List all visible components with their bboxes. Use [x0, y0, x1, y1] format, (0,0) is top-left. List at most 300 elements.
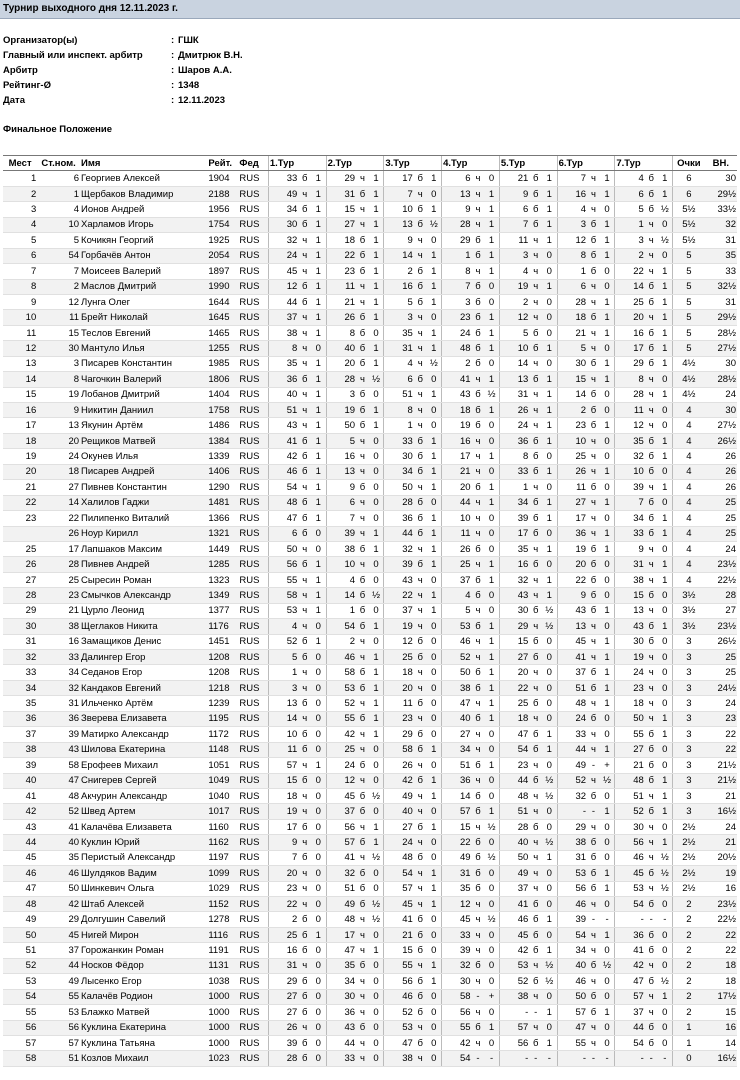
- cell-round-6-color: б: [587, 233, 600, 248]
- cell-round-5-color: ч: [529, 758, 542, 773]
- cell-federation: RUS: [238, 341, 268, 356]
- cell-round-3-color: б: [414, 372, 427, 387]
- cell-round-1-color: ч: [298, 541, 311, 556]
- cell-round-1-color: ч: [298, 356, 311, 371]
- info-label: Арбитр: [3, 65, 38, 76]
- cell-round-1-result: 1: [311, 294, 326, 309]
- cell-round-5-opponent: 51: [499, 804, 529, 819]
- cell-round-7-result: 1: [658, 526, 673, 541]
- cell-round-2-result: 1: [369, 696, 384, 711]
- cell-round-7-result: 0: [658, 372, 673, 387]
- table-row: [3, 680, 737, 695]
- cell-round-1-color: б: [298, 773, 311, 788]
- cell-round-7-result: 1: [658, 356, 673, 371]
- cell-round-5-result: 1: [542, 541, 557, 556]
- cell-round-2-color: ч: [356, 696, 369, 711]
- cell-round-6-opponent: 30: [557, 356, 587, 371]
- cell-round-3-result: 0: [427, 665, 442, 680]
- cell-rating: 1366: [207, 511, 238, 526]
- cell-place: 48: [3, 897, 37, 912]
- table-row: [3, 248, 737, 263]
- cell-round-1-color: б: [298, 1051, 311, 1066]
- cell-rating: 1038: [207, 974, 238, 989]
- cell-rating: 1000: [207, 1035, 238, 1050]
- cell-player-name: Пилипенко Виталий: [80, 511, 207, 526]
- cell-round-1-color: ч: [298, 418, 311, 433]
- table-row: [3, 650, 737, 665]
- cell-rating: 1285: [207, 557, 238, 572]
- cell-points: 3: [673, 680, 705, 695]
- cell-round-6-color: ч: [587, 325, 600, 340]
- cell-round-6-color: ч: [587, 773, 600, 788]
- cell-round-7-opponent: 55: [615, 727, 645, 742]
- cell-round-5-opponent: 46: [499, 912, 529, 927]
- cell-round-6-opponent: 54: [557, 927, 587, 942]
- cell-round-4-result: 0: [484, 773, 499, 788]
- cell-round-4-color: ч: [472, 603, 485, 618]
- info-value: 1348: [178, 80, 200, 91]
- cell-round-4-result: 0: [484, 526, 499, 541]
- cell-round-2-opponent: 14: [326, 588, 356, 603]
- cell-rating: 1449: [207, 541, 238, 556]
- cell-round-1-color: ч: [298, 866, 311, 881]
- cell-federation: RUS: [238, 1020, 268, 1035]
- cell-round-7-color: ч: [645, 557, 658, 572]
- cell-round-3-result: 1: [427, 480, 442, 495]
- cell-round-5-opponent: 33: [499, 464, 529, 479]
- cell-round-3-color: б: [414, 974, 427, 989]
- cell-round-3-color: ч: [414, 1020, 427, 1035]
- cell-round-5-opponent: 2: [499, 294, 529, 309]
- cell-round-4-color: б: [472, 356, 485, 371]
- cell-federation: RUS: [238, 433, 268, 448]
- cell-points: 3: [673, 727, 705, 742]
- cell-round-5-color: ч: [529, 387, 542, 402]
- cell-round-1-opponent: 58: [268, 588, 298, 603]
- cell-round-7-color: б: [645, 325, 658, 340]
- cell-round-2-opponent: 17: [326, 927, 356, 942]
- cell-round-3-opponent: 58: [384, 742, 414, 757]
- cell-round-1-color: б: [298, 850, 311, 865]
- cell-rating: 1191: [207, 943, 238, 958]
- cell-rating: 1099: [207, 866, 238, 881]
- cell-place: 46: [3, 866, 37, 881]
- cell-round-7-result: 1: [658, 989, 673, 1004]
- cell-round-3-color: ч: [414, 897, 427, 912]
- cell-rating: 1904: [207, 171, 238, 186]
- cell-buchholz: 30: [705, 171, 737, 186]
- cell-round-4-color: б: [472, 233, 485, 248]
- cell-round-1-result: 0: [311, 881, 326, 896]
- cell-place: 34: [3, 680, 37, 695]
- cell-round-1-result: 0: [311, 1035, 326, 1050]
- cell-round-5-result: 0: [542, 881, 557, 896]
- cell-round-7-color: ч: [645, 233, 658, 248]
- cell-federation: RUS: [238, 881, 268, 896]
- cell-round-7-result: 0: [658, 464, 673, 479]
- cell-round-1-opponent: 54: [268, 480, 298, 495]
- cell-round-7-opponent: 19: [615, 650, 645, 665]
- table-row: [3, 758, 737, 773]
- cell-round-4-color: б: [472, 294, 485, 309]
- cell-round-7-color: ч: [645, 418, 658, 433]
- cell-round-3-opponent: 16: [384, 279, 414, 294]
- cell-round-2-opponent: 29: [326, 171, 356, 186]
- cell-round-4-color: б: [472, 711, 485, 726]
- cell-federation: RUS: [238, 958, 268, 973]
- cell-buchholz: 16½: [705, 804, 737, 819]
- cell-round-6-opponent: 45: [557, 634, 587, 649]
- cell-round-1-opponent: 39: [268, 1035, 298, 1050]
- cell-round-5-color: б: [529, 634, 542, 649]
- cell-round-7-color: ч: [645, 958, 658, 973]
- cell-round-1-result: 1: [311, 634, 326, 649]
- cell-start-number: 23: [37, 588, 80, 603]
- cell-round-2-opponent: 23: [326, 264, 356, 279]
- cell-buchholz: 33: [705, 264, 737, 279]
- cell-round-3-opponent: 2: [384, 264, 414, 279]
- cell-round-3-result: 1: [427, 387, 442, 402]
- cell-round-1-color: б: [298, 464, 311, 479]
- cell-round-3-color: ч: [414, 758, 427, 773]
- cell-round-7-color: б: [645, 356, 658, 371]
- cell-round-7-opponent: 53: [615, 881, 645, 896]
- cell-player-name: Куклин Юрий: [80, 835, 207, 850]
- cell-round-6-color: -: [587, 758, 600, 773]
- cell-round-2-color: ч: [356, 217, 369, 232]
- cell-player-name: Харламов Игорь: [80, 217, 207, 232]
- info-value: Дмитрюк В.Н.: [178, 50, 243, 61]
- cell-buchholz: 24: [705, 541, 737, 556]
- cell-federation: RUS: [238, 557, 268, 572]
- cell-round-7-result: 1: [658, 557, 673, 572]
- cell-round-3-result: 1: [427, 881, 442, 896]
- cell-round-7-opponent: 17: [615, 341, 645, 356]
- cell-round-7-opponent: 34: [615, 511, 645, 526]
- cell-round-5-result: 0: [542, 819, 557, 834]
- cell-rating: 1758: [207, 403, 238, 418]
- cell-round-7-result: 0: [658, 1020, 673, 1035]
- cell-round-1-color: ч: [298, 325, 311, 340]
- cell-round-2-color: ч: [356, 449, 369, 464]
- cell-round-4-result: 1: [484, 186, 499, 201]
- cell-round-2-opponent: 40: [326, 341, 356, 356]
- cell-round-3-result: 0: [427, 495, 442, 510]
- cell-start-number: 25: [37, 572, 80, 587]
- cell-round-6-result: 1: [600, 325, 615, 340]
- cell-round-6-opponent: 50: [557, 989, 587, 1004]
- cell-round-7-result: 0: [658, 248, 673, 263]
- cell-rating: 1239: [207, 696, 238, 711]
- cell-round-7-opponent: 4: [615, 171, 645, 186]
- cell-round-6-result: 0: [600, 974, 615, 989]
- cell-start-number: 28: [37, 557, 80, 572]
- cell-round-7-opponent: 13: [615, 603, 645, 618]
- cell-points: 1: [673, 1035, 705, 1050]
- cell-round-4-opponent: 20: [442, 480, 472, 495]
- cell-round-1-color: ч: [298, 588, 311, 603]
- cell-round-6-color: -: [587, 1051, 600, 1066]
- cell-round-3-color: б: [414, 279, 427, 294]
- cell-round-5-result: 0: [542, 294, 557, 309]
- cell-round-2-result: 1: [369, 619, 384, 634]
- cell-round-6-result: 1: [600, 804, 615, 819]
- cell-round-4-result: 0: [484, 1035, 499, 1050]
- cell-round-7-result: 1: [658, 264, 673, 279]
- cell-buchholz: 23½: [705, 619, 737, 634]
- cell-buchholz: 25: [705, 495, 737, 510]
- cell-points: 5½: [673, 233, 705, 248]
- cell-round-7-result: 1: [658, 186, 673, 201]
- cell-round-4-color: -: [472, 1051, 485, 1066]
- cell-round-2-result: 1: [369, 943, 384, 958]
- cell-round-1-result: 1: [311, 202, 326, 217]
- table-row: [3, 1005, 737, 1020]
- cell-place: 28: [3, 588, 37, 603]
- cell-round-6-opponent: 37: [557, 665, 587, 680]
- cell-round-3-result: 0: [427, 943, 442, 958]
- cell-round-5-color: б: [529, 927, 542, 942]
- cell-round-7-color: б: [645, 974, 658, 989]
- cell-round-1-color: ч: [298, 603, 311, 618]
- cell-round-5-result: 0: [542, 526, 557, 541]
- cell-player-name: Щеглаков Никита: [80, 619, 207, 634]
- cell-round-6-result: 0: [600, 387, 615, 402]
- cell-round-1-result: 1: [311, 372, 326, 387]
- cell-place: 10: [3, 310, 37, 325]
- cell-round-2-color: б: [356, 418, 369, 433]
- cell-round-7-color: ч: [645, 989, 658, 1004]
- cell-player-name: Лапшаков Максим: [80, 541, 207, 556]
- table-row: [3, 711, 737, 726]
- cell-round-6-opponent: 27: [557, 495, 587, 510]
- cell-round-7-opponent: 54: [615, 897, 645, 912]
- cell-round-5-color: ч: [529, 711, 542, 726]
- cell-round-5-result: 0: [542, 1020, 557, 1035]
- cell-round-6-color: б: [587, 572, 600, 587]
- cell-round-7-result: 1: [658, 835, 673, 850]
- cell-round-6-result: 1: [600, 464, 615, 479]
- cell-round-5-color: ч: [529, 572, 542, 587]
- cell-round-4-color: ч: [472, 634, 485, 649]
- cell-start-number: 55: [37, 989, 80, 1004]
- cell-rating: 1049: [207, 773, 238, 788]
- cell-round-6-opponent: 1: [557, 264, 587, 279]
- info-label: Главный или инспект. арбитр: [3, 50, 143, 61]
- cell-start-number: 29: [37, 912, 80, 927]
- cell-round-4-opponent: 16: [442, 433, 472, 448]
- cell-federation: RUS: [238, 541, 268, 556]
- cell-rating: 1465: [207, 325, 238, 340]
- cell-round-1-opponent: 35: [268, 356, 298, 371]
- cell-buchholz: 15: [705, 1005, 737, 1020]
- cell-round-5-result: 0: [542, 634, 557, 649]
- table-row: [3, 696, 737, 711]
- cell-round-2-color: б: [356, 958, 369, 973]
- cell-start-number: 6: [37, 171, 80, 186]
- cell-round-7-opponent: 36: [615, 927, 645, 942]
- cell-round-4-opponent: 45: [442, 912, 472, 927]
- cell-round-6-result: 0: [600, 279, 615, 294]
- cell-player-name: Зверева Елизавета: [80, 711, 207, 726]
- cell-round-7-result: 0: [658, 819, 673, 834]
- cell-round-7-color: б: [645, 279, 658, 294]
- cell-player-name: Ионов Андрей: [80, 202, 207, 217]
- cell-round-2-result: 0: [369, 758, 384, 773]
- cell-round-2-result: 1: [369, 264, 384, 279]
- cell-federation: RUS: [238, 850, 268, 865]
- cell-round-2-color: ч: [356, 294, 369, 309]
- cell-round-5-result: ½: [542, 974, 557, 989]
- cell-round-3-opponent: 20: [384, 680, 414, 695]
- cell-round-3-result: 1: [427, 557, 442, 572]
- cell-buchholz: 21: [705, 788, 737, 803]
- cell-place: 41: [3, 788, 37, 803]
- cell-round-3-color: ч: [414, 248, 427, 263]
- cell-place: 43: [3, 819, 37, 834]
- cell-round-1-color: ч: [298, 403, 311, 418]
- cell-round-2-color: б: [356, 758, 369, 773]
- cell-round-5-color: б: [529, 186, 542, 201]
- cell-round-3-color: ч: [414, 356, 427, 371]
- cell-round-7-result: 1: [658, 727, 673, 742]
- cell-round-6-result: 1: [600, 634, 615, 649]
- cell-round-3-result: 0: [427, 634, 442, 649]
- cell-round-5-color: ч: [529, 680, 542, 695]
- cell-round-6-opponent: 28: [557, 294, 587, 309]
- cell-round-1-color: б: [298, 511, 311, 526]
- cell-round-5-color: ч: [529, 804, 542, 819]
- cell-round-6-color: ч: [587, 495, 600, 510]
- tournament-info: [0, 33, 740, 108]
- cell-round-4-result: 1: [484, 557, 499, 572]
- cell-round-3-color: ч: [414, 310, 427, 325]
- cell-round-5-color: б: [529, 897, 542, 912]
- cell-buchholz: 22: [705, 943, 737, 958]
- cell-round-1-opponent: 11: [268, 742, 298, 757]
- cell-round-4-result: 1: [484, 495, 499, 510]
- cell-round-4-opponent: 53: [442, 619, 472, 634]
- cell-round-1-result: 1: [311, 248, 326, 263]
- table-row: [3, 665, 737, 680]
- cell-round-4-color: б: [472, 619, 485, 634]
- cell-round-2-color: ч: [356, 974, 369, 989]
- cell-round-7-result: 0: [658, 742, 673, 757]
- cell-round-4-result: ½: [484, 850, 499, 865]
- cell-round-2-result: 1: [369, 186, 384, 201]
- cell-round-7-color: б: [645, 758, 658, 773]
- cell-round-4-result: 0: [484, 881, 499, 896]
- cell-round-1-opponent: 3: [268, 680, 298, 695]
- cell-federation: RUS: [238, 866, 268, 881]
- cell-points: 3: [673, 773, 705, 788]
- cell-player-name: Далингер Егор: [80, 650, 207, 665]
- cell-round-4-color: б: [472, 758, 485, 773]
- cell-round-5-color: ч: [529, 850, 542, 865]
- cell-round-6-result: 0: [600, 619, 615, 634]
- cell-round-4-opponent: 40: [442, 711, 472, 726]
- cell-round-1-result: 0: [311, 804, 326, 819]
- cell-player-name: Куклина Татьяна: [80, 1035, 207, 1050]
- cell-round-3-color: ч: [414, 588, 427, 603]
- cell-round-7-color: б: [645, 866, 658, 881]
- cell-rating: 1806: [207, 372, 238, 387]
- cell-round-4-color: б: [472, 665, 485, 680]
- cell-round-3-result: 0: [427, 1020, 442, 1035]
- cell-player-name: Блажко Матвей: [80, 1005, 207, 1020]
- cell-round-3-result: 1: [427, 433, 442, 448]
- cell-round-4-result: 1: [484, 1020, 499, 1035]
- cell-federation: RUS: [238, 464, 268, 479]
- cell-round-2-result: 0: [369, 572, 384, 587]
- cell-round-3-opponent: 44: [384, 526, 414, 541]
- table-row: [3, 1035, 737, 1050]
- cell-round-7-color: ч: [645, 850, 658, 865]
- cell-round-7-color: ч: [645, 1005, 658, 1020]
- cell-round-4-opponent: 3: [442, 294, 472, 309]
- cell-round-6-result: 1: [600, 742, 615, 757]
- cell-round-2-opponent: 10: [326, 557, 356, 572]
- cell-federation: RUS: [238, 1051, 268, 1066]
- cell-round-4-color: ч: [472, 773, 485, 788]
- cell-round-1-color: б: [298, 943, 311, 958]
- cell-round-1-opponent: 45: [268, 264, 298, 279]
- cell-round-3-opponent: 27: [384, 819, 414, 834]
- cell-round-6-result: 0: [600, 989, 615, 1004]
- cell-round-1-opponent: 56: [268, 557, 298, 572]
- cell-start-number: 21: [37, 603, 80, 618]
- cell-round-7-color: ч: [645, 696, 658, 711]
- cell-place: 35: [3, 696, 37, 711]
- cell-round-5-result: 1: [542, 403, 557, 418]
- cell-round-5-opponent: 32: [499, 572, 529, 587]
- cell-rating: 1000: [207, 1005, 238, 1020]
- cell-round-5-opponent: 37: [499, 881, 529, 896]
- cell-round-6-opponent: 8: [557, 248, 587, 263]
- cell-round-5-result: 0: [542, 449, 557, 464]
- cell-round-7-opponent: 6: [615, 186, 645, 201]
- cell-start-number: 54: [37, 248, 80, 263]
- cell-round-4-color: -: [472, 989, 485, 1004]
- cell-round-1-opponent: 37: [268, 310, 298, 325]
- cell-federation: RUS: [238, 248, 268, 263]
- cell-round-7-opponent: 12: [615, 418, 645, 433]
- cell-round-4-opponent: 51: [442, 758, 472, 773]
- cell-round-4-result: ½: [484, 387, 499, 402]
- cell-round-7-opponent: 43: [615, 619, 645, 634]
- cell-player-name: Шилова Екатерина: [80, 742, 207, 757]
- cell-points: 4: [673, 449, 705, 464]
- cell-round-3-opponent: 45: [384, 897, 414, 912]
- cell-round-2-opponent: 34: [326, 974, 356, 989]
- cell-round-4-opponent: 37: [442, 572, 472, 587]
- cell-round-3-opponent: 5: [384, 294, 414, 309]
- cell-round-3-color: ч: [414, 186, 427, 201]
- cell-round-1-opponent: 43: [268, 418, 298, 433]
- cell-federation: RUS: [238, 974, 268, 989]
- table-row: [3, 958, 737, 973]
- cell-round-1-result: 0: [311, 866, 326, 881]
- cell-buchholz: 25: [705, 511, 737, 526]
- cell-round-2-opponent: 33: [326, 1051, 356, 1066]
- cell-buchholz: 31: [705, 233, 737, 248]
- cell-start-number: 10: [37, 217, 80, 232]
- cell-round-2-opponent: 2: [326, 634, 356, 649]
- cell-round-4-opponent: 12: [442, 897, 472, 912]
- cell-round-4-color: ч: [472, 449, 485, 464]
- cell-player-name: Щербаков Владимир: [80, 186, 207, 201]
- cell-buchholz: 21½: [705, 773, 737, 788]
